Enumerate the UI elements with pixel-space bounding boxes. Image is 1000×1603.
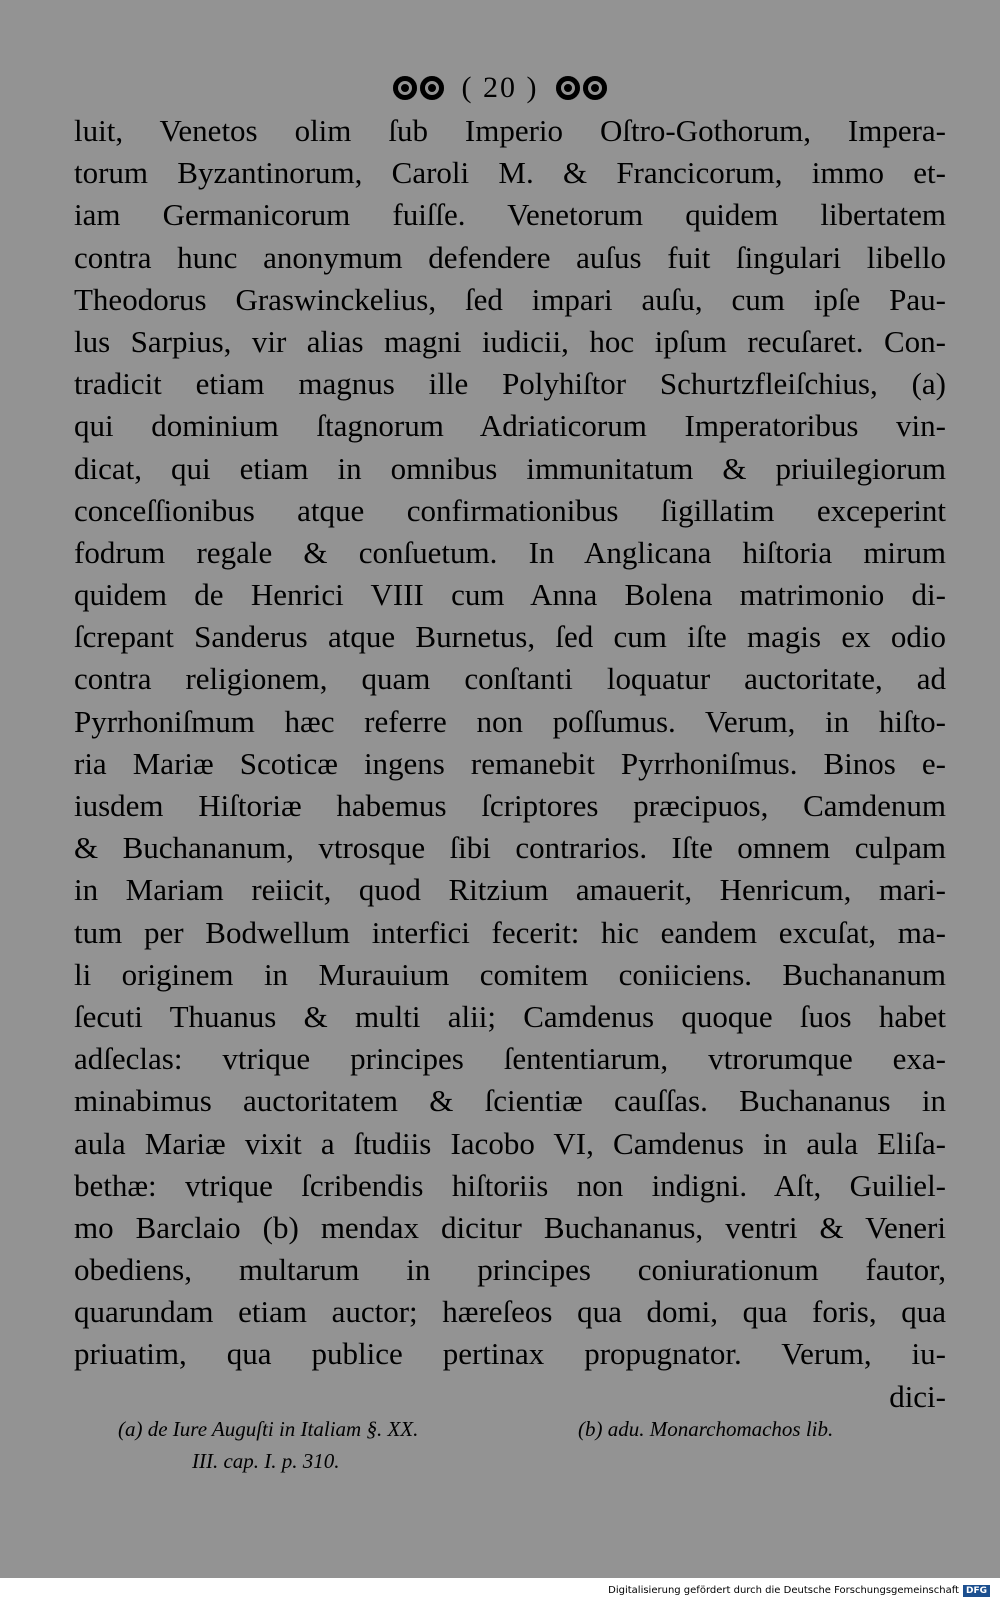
text-line: priuatim, qua publice pertinax propugnator. Verum, iu- [74,1336,946,1372]
text-line: luit, Venetos olim ſub Imperio Oſtro-Gothorum, Impera- [74,113,946,148]
text-line: ria Mariæ Scoticæ ingens remanebit Pyrrhoniſmus. Binos e- [74,745,946,781]
text-line: torum Byzantinorum, Caroli M. & Francicorum, immo et- [74,155,946,191]
ornament-right-icon [556,76,607,100]
footer-bar [0,1578,1000,1603]
text-line: qui dominium ſtagnorum Adriaticorum Imperatoribus vin- [74,408,946,444]
footnotes [118,1413,948,1477]
footnote-b-continuation: III. cap. I. p. 310. [192,1449,340,1473]
text-line: contra hunc anonymum defendere auſus fuit ſingulari libello [74,239,946,275]
text-line: tradicit etiam magnus ille Polyhiſtor Schurtzfleiſchius, (a) [74,366,946,402]
catchword: dici- [889,1378,946,1414]
text-line: contra religionem, quam conſtanti loquatur auctoritate, ad [74,661,946,697]
text-line: iusdem Hiſtoriæ habemus ſcriptores præcipuos, Camdenum [74,788,946,823]
text-line: iam Germanicorum fuiſſe. Venetorum quidem libertatem [74,197,946,233]
text-line: adſeclas: vtrique principes ſententiarum, vtrorumque exa- [74,1041,946,1077]
text-line: ſcrepant Sanderus atque Burnetus, ſed cum iſte magis ex odio [74,619,946,655]
ornament-left-icon [393,76,444,100]
text-line: li originem in Murauium comitem coniiciens. Buchananum [74,956,946,992]
text-line: mo Barclaio (b) mendax dicitur Buchananus, ventri & Veneri [74,1209,946,1245]
text-line: quidem de Henrici VIII cum Anna Bolena matrimonio di- [74,577,946,613]
text-line: in Mariam reiicit, quod Ritzium amauerit, Henricum, mari- [74,872,946,908]
body-text [74,110,946,1418]
text-line: lus Sarpius, vir alias magni iudicii, hoc ipſum recuſaret. Con- [74,323,946,359]
text-line: dicat, qui etiam in omnibus immunitatum & priuilegiorum [74,450,946,486]
text-line: & Buchananum, vtrosque ſibi contrarios. Iſte omnem culpam [74,830,946,866]
footnote-b: (b) adu. Monarchomachos lib. [578,1417,834,1441]
text-line: quarundam etiam auctor; hæreſeos qua domi, qua foris, qua [74,1294,946,1330]
funding-credit: Digitalisierung gefördert durch die Deutsche Forschungsgemeinschaft [608,1585,959,1596]
page-header [0,66,1000,110]
page-number: ( 20 ) [461,71,539,104]
text-line: bethæ: vtrique ſcribendis hiſtoriis non indigni. Aſt, Guiliel- [74,1167,946,1203]
text-line: aula Mariæ vixit a ſtudiis Iacobo VI, Camdenus in aula Eliſa- [74,1125,946,1161]
text-line: Theodorus Graswinckelius, ſed impari auſu, cum ipſe Pau- [74,281,946,317]
text-line: obediens, multarum in principes coniurationum fautor, [74,1252,946,1288]
dfg-logo: DFG [963,1585,990,1597]
footnote-a: (a) de Iure Auguſti in Italiam §. XX. [118,1417,419,1441]
text-line: conceſſionibus atque confirmationibus ſigillatim exceperint [74,492,946,528]
text-line: fodrum regale & conſuetum. In Anglicana hiſtoria mirum [74,534,946,570]
text-line: minabimus auctoritatem & ſcientiæ cauſſas. Buchananus in [74,1083,946,1119]
text-line: ſecuti Thuanus & multi alii; Camdenus quoque ſuos habet [74,998,946,1034]
text-line: tum per Bodwellum interfici fecerit: hic eandem excuſat, ma- [74,914,946,950]
text-line: Pyrrhoniſmum hæc referre non poſſumus. Verum, in hiſto- [74,703,946,739]
